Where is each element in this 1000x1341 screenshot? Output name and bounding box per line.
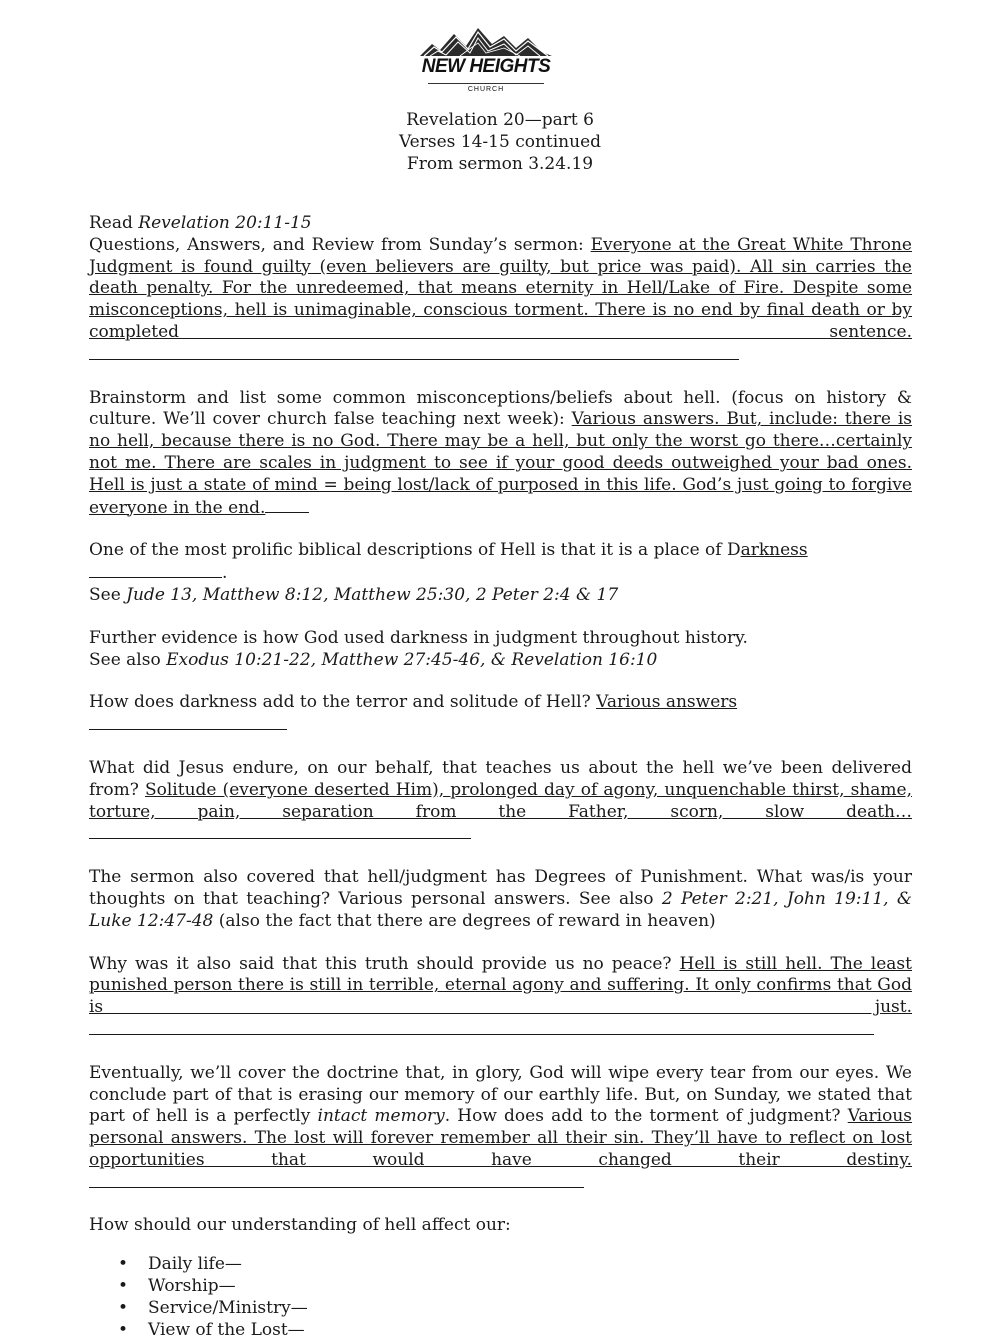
answer-memory: Various personal answers. The lost will forever remember all their sin. They’ll have to reflect on lost opportunities that would have changed their destiny.: [89, 1106, 913, 1170]
read-instruction: Read Revelation 20:11-15: [89, 213, 312, 233]
question-memory: Eventually, we’ll cover the doctrine that, in glory, God will wipe every tear from our eyes. We conclude part of that is erasing our memory of our earthly life. But, on Sunday, we stated that part of hell is a perfectly intact memory. How does add to the torment of judgment? Various personal answers. The lost will forever remember all their sin. They’ll have to reflect on lost opportunities that would have changed their destiny.: [89, 1063, 912, 1195]
list-item: • Worship—: [148, 1276, 912, 1298]
list-item: • Daily life—: [148, 1254, 912, 1276]
evidence-references: Exodus 10:21-22, Matthew 27:45-46, & Revelation 16:10: [166, 649, 658, 670]
list-item: • Service/Ministry—: [148, 1298, 912, 1320]
answer-blank: [89, 1172, 584, 1188]
church-logo: [420, 26, 552, 98]
answer-terror: Various answers: [596, 692, 738, 713]
read-reference: Revelation 20:11-15: [138, 213, 312, 233]
answer-no-peace: Hell is still hell. The least punished person there is still in terrible, eternal agony and suffering. It only confirms that God is just.: [89, 953, 912, 1018]
question-jesus-endured: What did Jesus endure, on our behalf, that teaches us about the hell we’ve been delivered from? Solitude (everyone deserted Him), prolonged day of agony, unquenchable thirst, shame, torture, pain, separation from the Father, scorn, slow death…: [89, 758, 912, 846]
header-title: Revelation 20—part 6: [406, 110, 594, 130]
question-degrees: The sermon also covered that hell/judgment has Degrees of Punishment. What was/is your thoughts on that teaching? Various personal answers. See also 2 Peter 2:21, John 19:11, & Luke 12:47-48 (also the fact that there are degrees of reward in heaven): [89, 867, 912, 931]
answer-blank: [89, 562, 222, 578]
question-misconceptions: Brainstorm and list some common misconceptions/beliefs about hell. (focus on history & culture. We’ll cover church false teaching next week): Various answers. But, include: there is no hell, because there is no God. There may be a hell, but only the worst go there…certainly not me. There are scales in judgment to see if your good deeds outweighed your bad ones. Hell is just a state of mind = being lost/lack of purposed in this life. God’s just going to forgive everyone in the end.: [89, 387, 912, 518]
logo-wordmark: NEW HEIGHTS: [421, 56, 551, 77]
header-verses: Verses 14-15 continued: [398, 132, 602, 152]
affect-list: [89, 1254, 912, 1341]
question-affect: How should our understanding of hell affect our:: [89, 1215, 511, 1236]
answer-blank: [89, 1019, 874, 1035]
logo-divider: [428, 83, 544, 84]
question-terror: How does darkness add to the terror and solitude of Hell? Various answers: [89, 692, 912, 737]
answer-jesus-endured: Solitude (everyone deserted Him), prolonged day of agony, unquenchable thirst, shame, torture, pain, separation from the Father, scorn, slow death…: [89, 779, 912, 822]
answer-misconceptions: Various answers. But, include: there is no hell, because there is no God. There may be a hell, but only the worst go there…certainly not me. There are scales in judgment to see if your good deeds outweighed your bad ones. Hell is just a state of mind = being lost/lack of purposed in this life. God’s just going to forgive everyone in the end.: [89, 409, 912, 518]
darkness-references: Jude 13, Matthew 8:12, Matthew 25:30, 2 Peter 2:4 & 17: [126, 584, 619, 605]
answer-blank: [265, 497, 309, 513]
answer-blank: [89, 344, 739, 360]
question-darkness: One of the most prolific biblical descriptions of Hell is that it is a place of Darkness. See Jude 13, Matthew 8:12, Matthew 25:30, 2 Peter 2:4 & 17: [89, 540, 808, 605]
darkness-evidence: Further evidence is how God used darkness in judgment throughout history. See also Exodus 10:21-22, Matthew 27:45-46, & Revelation 16:10: [89, 627, 748, 670]
header-sermon-date: From sermon 3.24.19: [406, 154, 594, 174]
answer-review: Everyone at the Great White Throne Judgment is found guilty (even believers are guilty, but price was paid). All sin carries the death penalty. For the unredeemed, that means eternity in Hell/Lake of Fire. Despite some misconceptions, hell is unimaginable, conscious torment. There is no end by final death or by completed sentence.: [89, 234, 912, 342]
logo-subtitle: CHURCH: [467, 86, 505, 93]
degrees-references: 2 Peter 2:21, John 19:11, & Luke 12:47-48: [89, 888, 912, 931]
answer-blank: [89, 714, 287, 730]
study-guide-body: [89, 213, 912, 1341]
answer-darkness: arkness: [740, 540, 808, 561]
question-no-peace: Why was it also said that this truth should provide us no peace? Hell is still hell. The least punished person there is still in terrible, eternal agony and suffering. It only confirms that God is just.: [89, 954, 912, 1042]
question-review: Questions, Answers, and Review from Sunday’s sermon: Everyone at the Great White Throne Judgment is found guilty (even believers are guilty, but price was paid). All sin carries the death penalty. For the unredeemed, that means eternity in Hell/Lake of Fire. Despite some misconceptions, hell is unimaginable, conscious torment. There is no end by final death or by completed sentence.: [89, 235, 912, 367]
list-item: • View of the Lost—: [148, 1320, 912, 1341]
answer-blank: [89, 823, 471, 839]
document-header: [0, 109, 1000, 175]
